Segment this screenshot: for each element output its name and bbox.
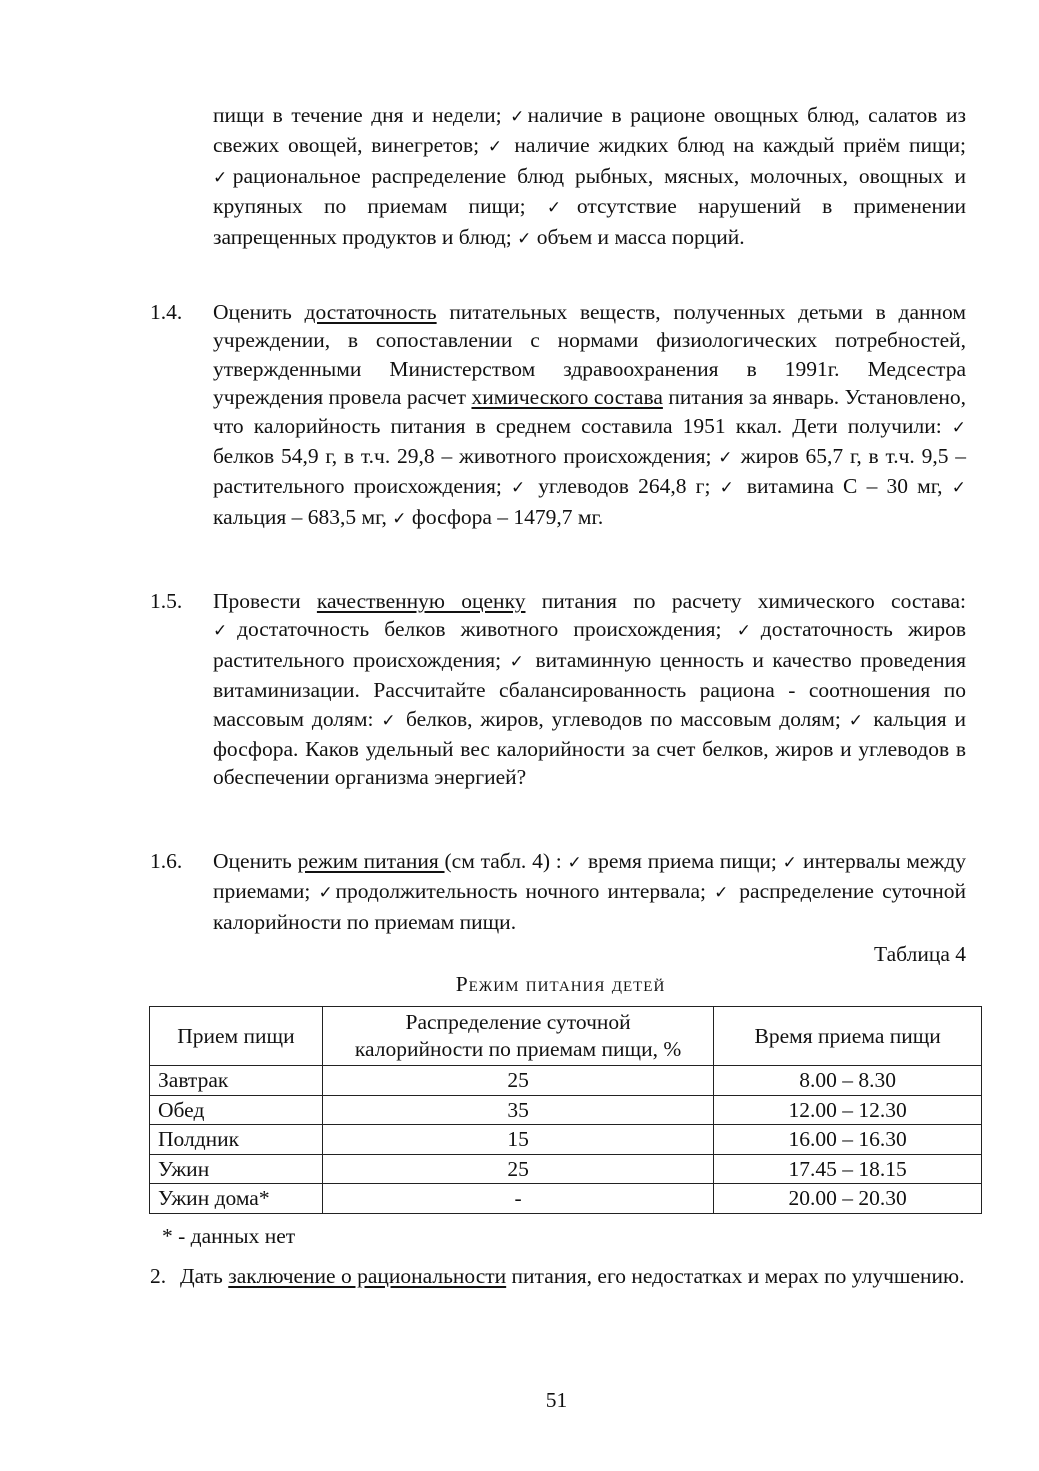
text: питания за январь. Установлено, что калорийность питания в среднем составила 1951 ккал. Дети получили: bbox=[213, 385, 967, 438]
intro-text: наличие в рационе овощных блюд, салатов из свежих овощей, винегретов; bbox=[213, 103, 966, 158]
intro-text: объем и масса порций. bbox=[531, 224, 745, 249]
text: белков 54,9 г, в т.ч. 29,8 – животного происхождения; bbox=[213, 444, 719, 469]
table-cell: 35 bbox=[322, 1095, 714, 1125]
checkmark-icon: ✓ bbox=[719, 478, 738, 499]
text: распределение суточной калорийности по приемам пищи. bbox=[213, 879, 966, 934]
table-cell: 25 bbox=[322, 1066, 714, 1096]
checkmark-icon: ✓ bbox=[951, 417, 966, 438]
checkmark-icon: ✓ bbox=[782, 853, 798, 873]
table-cell: Завтрак bbox=[150, 1066, 323, 1096]
text: кальция – 683,5 мг, bbox=[213, 504, 393, 529]
table-caption: Таблица 4 bbox=[874, 942, 966, 966]
intro-text: наличие жидких блюд на каждый приём пищи; bbox=[505, 133, 966, 158]
checkmark-icon: ✓ bbox=[546, 198, 577, 219]
text: (см табл. 4) : bbox=[444, 849, 568, 873]
text: фосфора – 1479,7 мг. bbox=[406, 504, 604, 529]
column-header: Прием пищи bbox=[150, 1007, 323, 1066]
table-cell: 8.00 – 8.30 bbox=[714, 1066, 982, 1096]
checkmark-icon: ✓ bbox=[381, 710, 399, 731]
conclusion-paragraph bbox=[180, 1262, 966, 1290]
checkmark-icon: ✓ bbox=[509, 651, 528, 672]
table-title: Режим питания детей bbox=[455, 972, 666, 996]
checkmark-icon: ✓ bbox=[567, 853, 583, 873]
intro-paragraph bbox=[213, 101, 966, 253]
text: витамина С – 30 мг, bbox=[737, 474, 952, 499]
intro-text: рациональное распределение блюд рыбных, мясных, молочных, овощных и крупяных по приемам пищи; bbox=[213, 163, 967, 219]
section-number: 2. bbox=[150, 1264, 167, 1288]
text: время приема пищи; bbox=[582, 849, 783, 873]
table-row bbox=[150, 1154, 982, 1184]
text: интервалы между приемами; bbox=[213, 849, 967, 904]
text: Провести bbox=[213, 589, 317, 613]
text: Дать bbox=[180, 1264, 229, 1288]
text: Оценить bbox=[213, 300, 305, 324]
column-header: Распределение суточной калорийности по приемам пищи, % bbox=[322, 1007, 714, 1066]
text: достаточность белков животного происхождения; bbox=[237, 617, 737, 642]
checkmark-icon: ✓ bbox=[487, 137, 506, 158]
checkmark-icon: ✓ bbox=[714, 883, 732, 904]
section-1-5-paragraph bbox=[213, 587, 966, 792]
table-footnote: * - данных нет bbox=[162, 1224, 296, 1248]
text: продолжительность ночного интервала; bbox=[335, 879, 715, 904]
text: кальция и фосфора. Каков удельный вес калорийности за счет белков, жиров и углеводов в обеспечении организма энергией? bbox=[213, 706, 966, 790]
checkmark-icon: ✓ bbox=[510, 478, 530, 499]
text: питания, его недостатках и мерах по улучшению. bbox=[506, 1264, 965, 1288]
table-row bbox=[150, 1066, 982, 1096]
text: жиров 65,7 г, в т.ч. 9,5 – растительного происхождения; bbox=[213, 444, 967, 499]
underlined-term: режим питания bbox=[297, 849, 445, 873]
underlined-term: качественную оценку bbox=[316, 589, 526, 613]
text: питания по расчету химического состава: bbox=[525, 589, 966, 613]
checkmark-icon: ✓ bbox=[951, 478, 966, 499]
table-cell: 16.00 – 16.30 bbox=[714, 1125, 982, 1155]
checkmark-icon: ✓ bbox=[318, 883, 336, 904]
table-cell: 17.45 – 18.15 bbox=[714, 1154, 982, 1184]
table-row bbox=[150, 1184, 982, 1214]
checkmark-icon: ✓ bbox=[213, 167, 233, 188]
section-number: 1.5. bbox=[150, 589, 183, 613]
text: углеводов 264,8 г; bbox=[529, 474, 720, 499]
text: достаточность жиров растительного происхождения; bbox=[213, 617, 967, 672]
column-header: Время приема пищи bbox=[714, 1007, 982, 1066]
table-cell: Ужин bbox=[150, 1154, 323, 1184]
checkmark-icon: ✓ bbox=[736, 621, 761, 642]
table-header-row bbox=[150, 1007, 982, 1066]
table-cell: Полдник bbox=[150, 1125, 323, 1155]
section-1-6-paragraph bbox=[213, 847, 966, 936]
page-number: 51 bbox=[545, 1388, 568, 1412]
section-number: 1.6. bbox=[150, 849, 183, 873]
section-number: 1.4. bbox=[150, 300, 183, 324]
text: питательных веществ, полученных детьми в данном учреждении, в сопоставлении с нормами физиологических потребностей, утвержденными Министерством здравоохранения в 1991г. Медсестра учреждения провела расчет bbox=[213, 300, 966, 410]
text: витаминную ценность и качество проведения витаминизации. Рассчитайте сбалансированность рациона - соотношения по массовым долям: bbox=[213, 647, 966, 731]
section-1-4-paragraph bbox=[213, 298, 966, 533]
checkmark-icon: ✓ bbox=[848, 710, 866, 731]
checkmark-icon: ✓ bbox=[510, 107, 528, 127]
checkmark-icon: ✓ bbox=[718, 448, 734, 469]
table-cell: 15 bbox=[322, 1125, 714, 1155]
text: Оценить bbox=[213, 849, 298, 873]
table-cell: Ужин дома* bbox=[150, 1184, 323, 1214]
text: белков, жиров, углеводов по массовым долям; bbox=[398, 706, 849, 731]
underlined-term: заключение о рациональности bbox=[228, 1264, 507, 1288]
table-cell: - bbox=[322, 1184, 714, 1214]
meal-schedule-table bbox=[149, 1006, 982, 1214]
table-cell: 25 bbox=[322, 1154, 714, 1184]
underlined-term: достаточность bbox=[304, 300, 437, 324]
underlined-term: химического состава bbox=[471, 385, 663, 410]
intro-text: отсутствие нарушений в применении запрещенных продуктов и блюд; bbox=[213, 194, 966, 249]
checkmark-icon: ✓ bbox=[213, 621, 238, 642]
table-row bbox=[150, 1095, 982, 1125]
table-cell: 12.00 – 12.30 bbox=[714, 1095, 982, 1125]
checkmark-icon: ✓ bbox=[392, 508, 407, 529]
table-cell: 20.00 – 20.30 bbox=[714, 1184, 982, 1214]
checkmark-icon: ✓ bbox=[517, 228, 532, 249]
intro-text: пищи в течение дня и недели; bbox=[213, 103, 511, 127]
table-row bbox=[150, 1125, 982, 1155]
table-cell: Обед bbox=[150, 1095, 323, 1125]
